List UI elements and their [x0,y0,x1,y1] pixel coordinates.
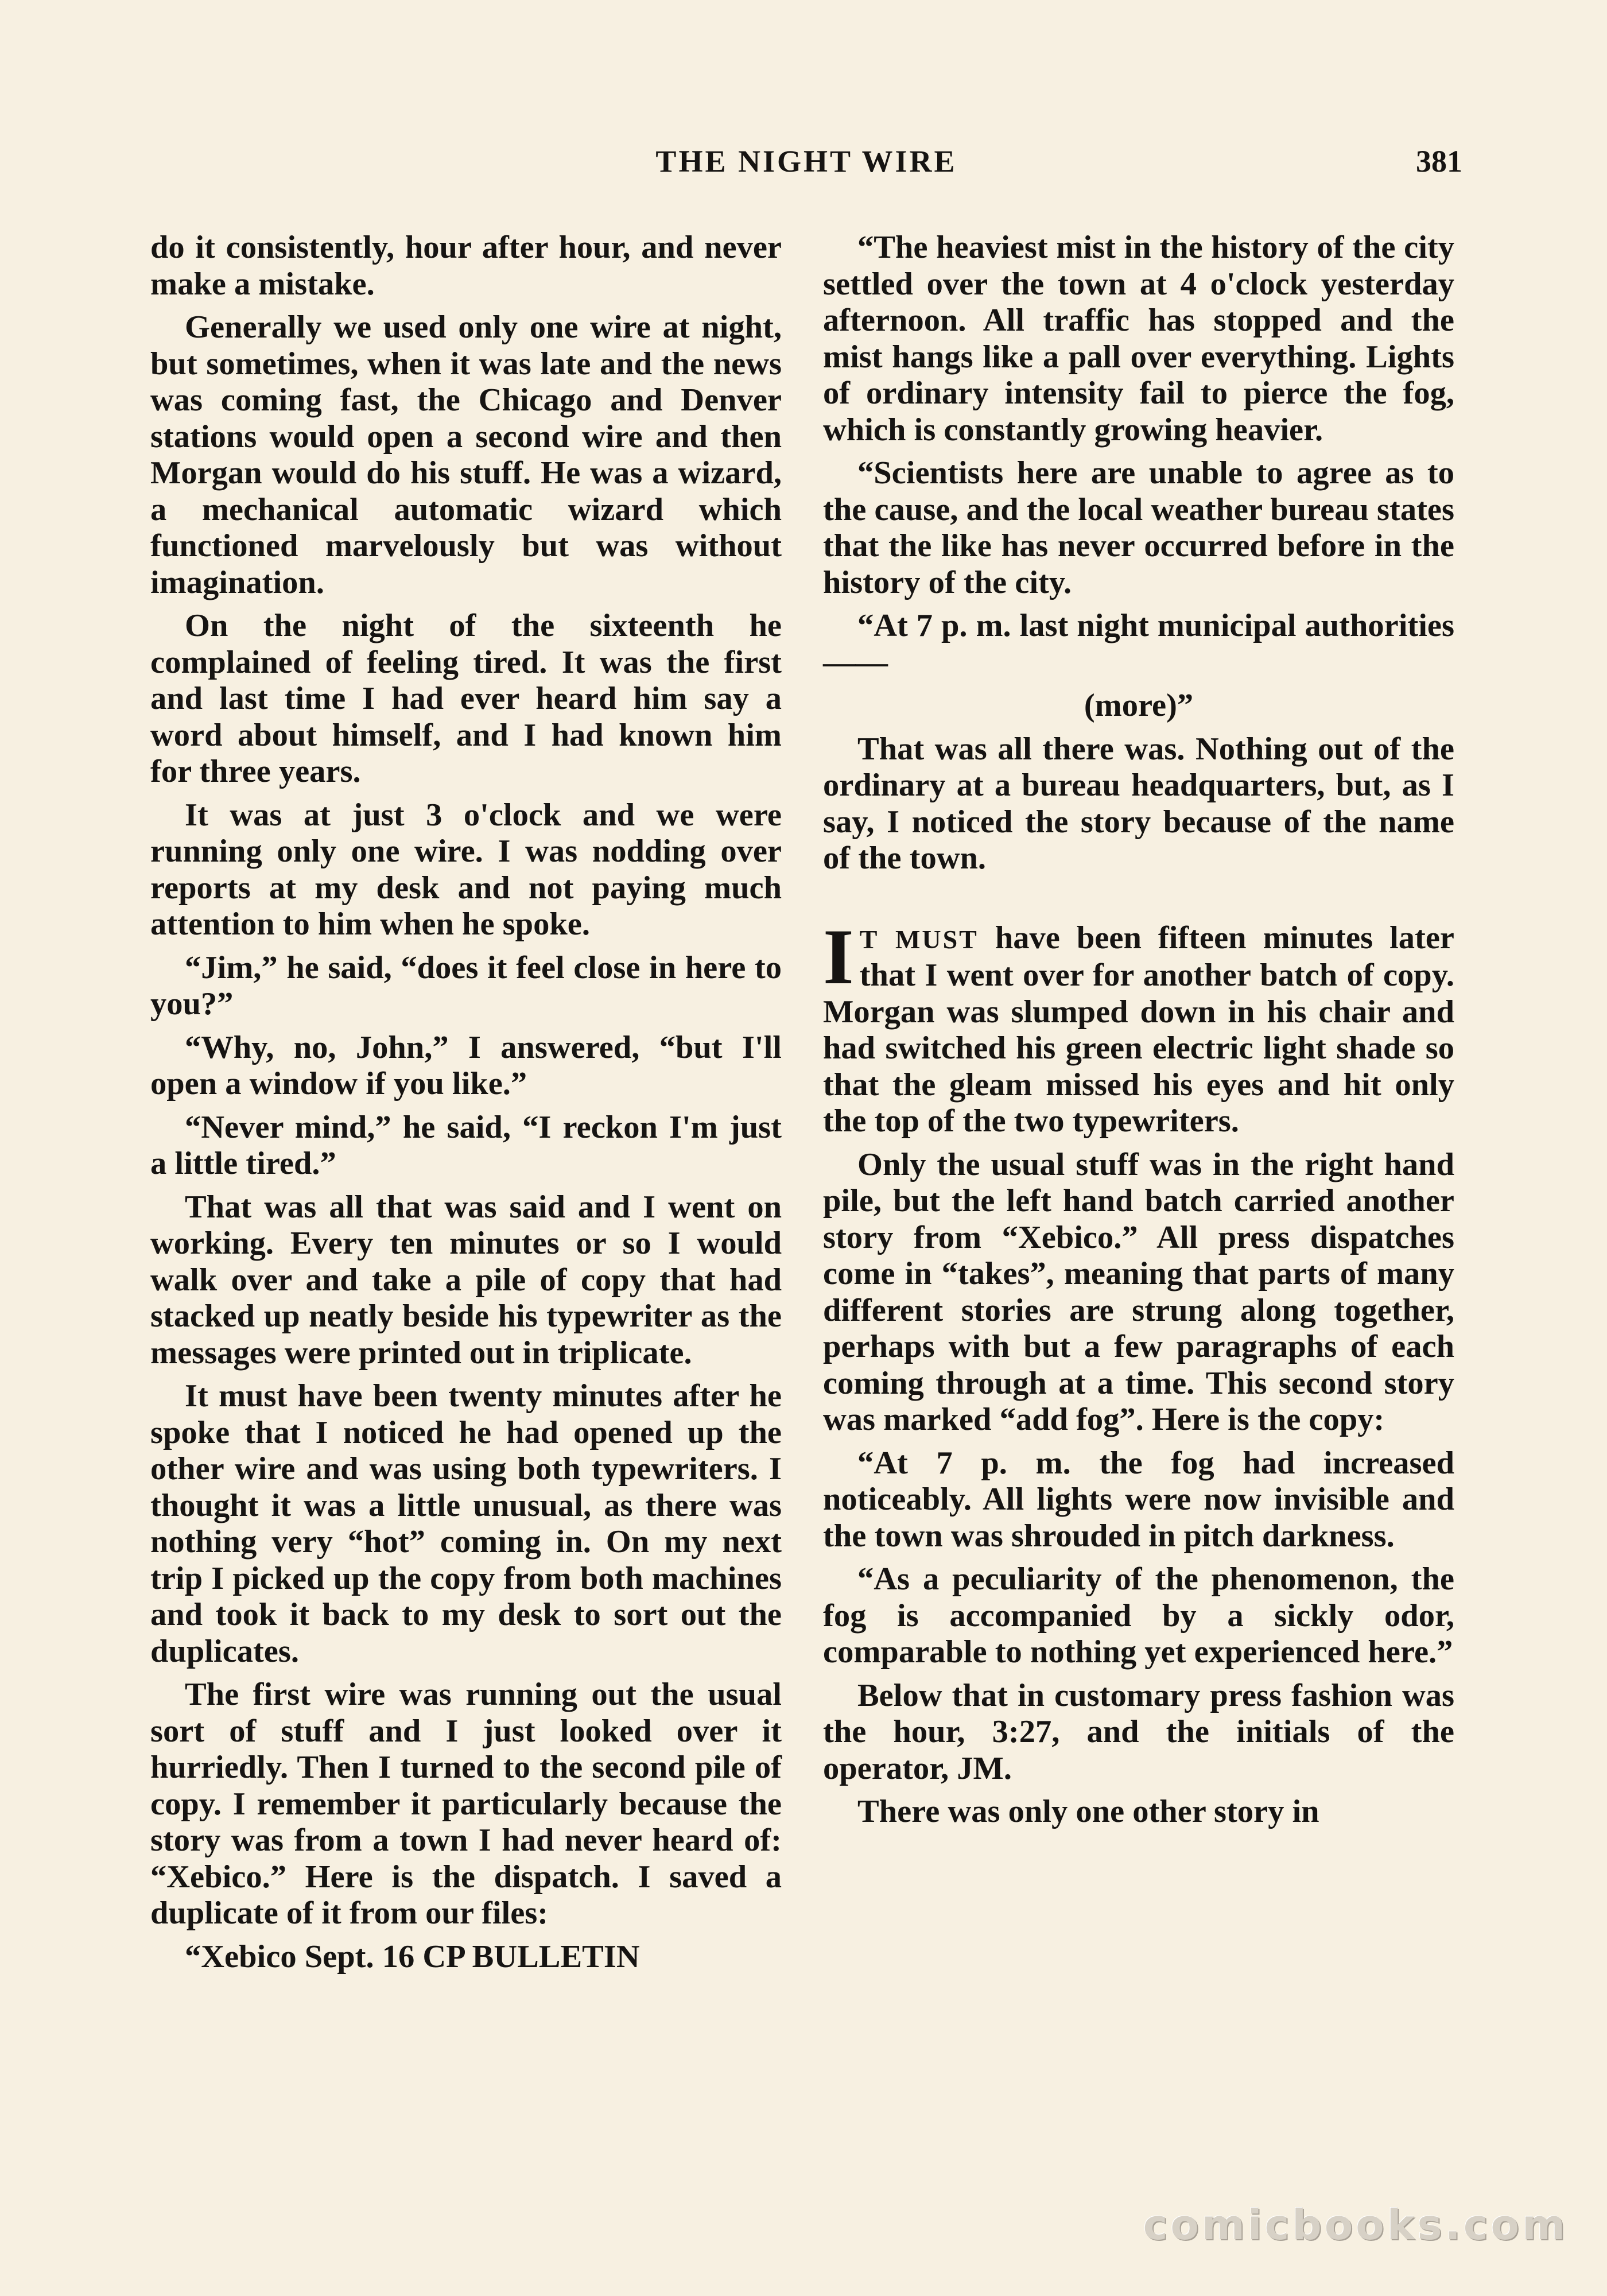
left-column [150,230,782,1982]
paragraph: “At 7 p. m. last night municipal authorities—— [823,608,1454,680]
paragraph: “Jim,” he said, “does it feel close in here to you?” [150,949,782,1022]
paragraph: Only the usual stuff was in the right hand pile, but the left hand batch carried another story from “Xebico.” All press dispatches come in “takes”, meaning that parts of many different stories are strung along together, perhaps with but a few paragraphs of each coming through at a time. This second story was marked “add fog”. Here is the copy: [823,1146,1454,1437]
drop-cap: I [823,912,854,1000]
right-column-bottom [823,1147,1454,1830]
paragraph: “Never mind,” he said, “I reckon I'm just a little tired.” [150,1109,782,1181]
paragraph: “Scientists here are unable to agree as to the cause, and the local weather bureau states that the like has never occurred before in the history of the city. [823,455,1454,600]
small-caps-lead: T MUST [859,924,979,954]
paragraph: “The heaviest mist in the history of the city settled over the town at 4 o'clock yesterday afternoon. All traffic has stopped and the mist hangs like a pall over everything. Lights of ordinary intensity fail to pierce the fog, which is constantly growing heavier. [823,230,1454,448]
paragraph: “Why, no, John,” I answered, “but I'll open a window if you like.” [150,1029,782,1102]
right-column [823,230,1454,1837]
paragraph: “At 7 p. m. the fog had increased noticeably. All lights were now invisible and the town was shrouded in pitch darkness. [823,1445,1454,1554]
page-header [150,144,1462,189]
paragraph: That was all that was said and I went on working. Every ten minutes or so I would walk over and take a pile of copy that had stacked up neatly beside his typewriter as the messages were printed out in triplicate. [150,1189,782,1371]
paragraph: On the night of the sixteenth he complained of feeling tired. It was the first and last time I had ever heard him say a word about himself, and I had known him for three years. [150,608,782,789]
paragraph: It was at just 3 o'clock and we were running only one wire. I was nodding over reports at my desk and not paying much attention to him when he spoke. [150,797,782,942]
running-title: THE NIGHT WIRE [655,144,957,179]
paragraph: “As a peculiarity of the phenomenon, the fog is accompanied by a sickly odor, comparable to nothing yet experienced here.” [823,1561,1454,1670]
paragraph: It must have been twenty minutes after he spoke that I noticed he had opened up the other wire and was using both typewriters. I thought it was a little unusual, as there was nothing very “hot” coming in. On my next trip I picked up the copy from both machines and took it back to my desk to sort out the duplicates. [150,1378,782,1669]
section-opening-text: have been fifteen minutes later that I went over for another batch of copy. Morgan was slumped down in his chair and had switched his green electric light shade so that the gleam missed his eyes and hit only the top of the two typewriters. [823,920,1454,1139]
paragraph: The first wire was running out the usual sort of stuff and I just looked over it hurriedly. Then I turned to the second pile of copy. I remember it particularly because the story was from a town I had never heard of: “Xebico.” Here is the dispatch. I saved a duplicate of it from our files: [150,1677,782,1931]
paragraph: There was only one other story in [857,1794,1319,1829]
paragraph: “Xebico Sept. 16 CP BULLETIN [185,1938,640,1975]
paragraph: That was all there was. Nothing out of the ordinary at a bureau headquarters, but, as I say, I noticed the story because of the name of the town. [823,731,1454,876]
page-number: 381 [1416,144,1462,179]
right-column-top [823,230,1454,877]
paragraph: Generally we used only one wire at night, but sometimes, when it was late and the news was coming fast, the Chicago and Denver stations would open a second wire and then Morgan would do his stuff. He was a wizard, a mechanical automatic wizard which functioned marvelously but was without imagination. [150,309,782,600]
watermark: comicbooks.com [1143,2201,1568,2249]
paragraph: (more)” [1084,688,1194,723]
section-opening-paragraph [823,912,1454,1140]
paragraph: Below that in customary press fashion was the hour, 3:27, and the initials of the operator, JM. [823,1677,1454,1786]
paragraph: do it consistently, hour after hour, and never make a mistake. [150,230,782,302]
